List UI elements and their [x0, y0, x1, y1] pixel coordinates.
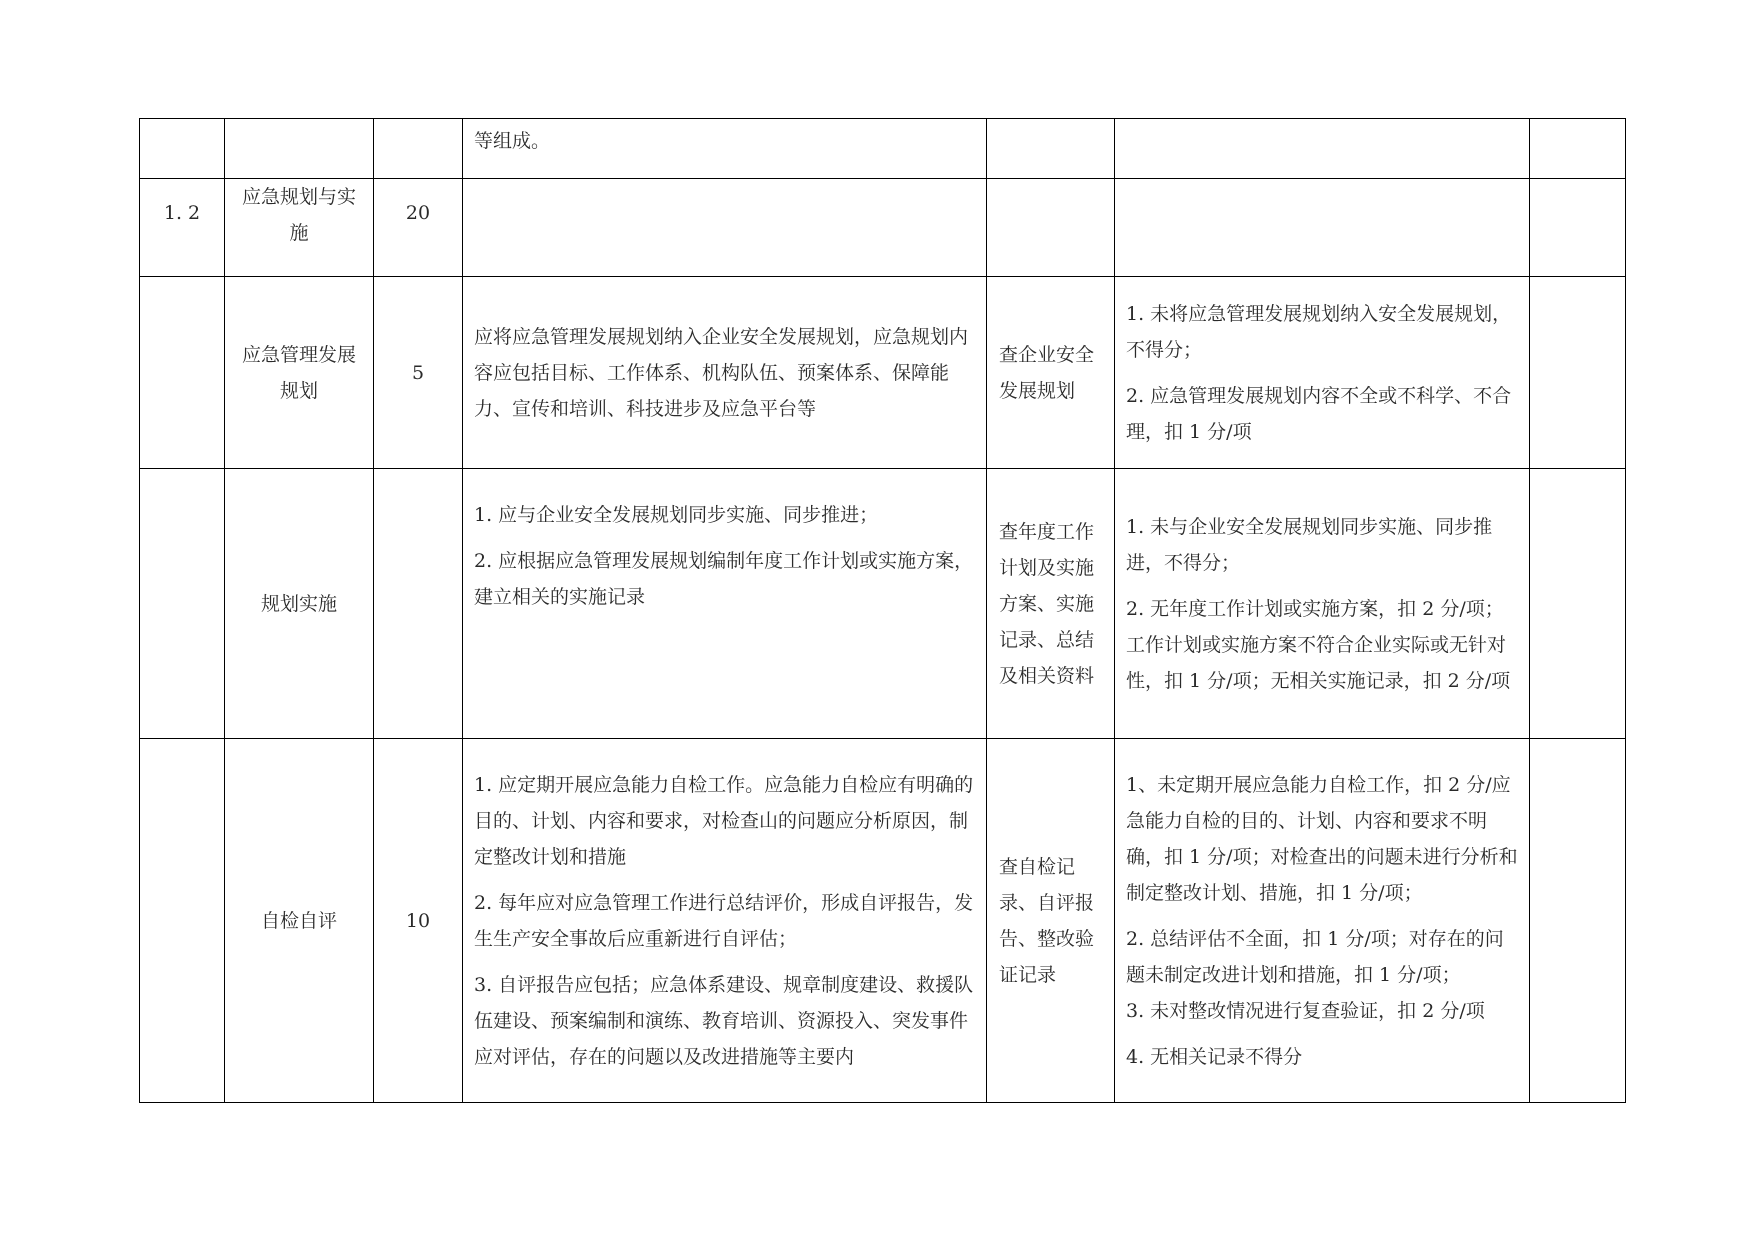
requirement-item: 2. 每年应对应急管理工作进行总结评价，形成自评报告，发生生产安全事故后应重新进行自评估； — [474, 891, 974, 950]
table-row — [140, 179, 1626, 277]
cell-requirement — [463, 739, 987, 1103]
cell-method: 查年度工作计划及实施方案、实施记录、总结及相关资料 — [987, 469, 1115, 739]
requirement-item: 1. 应与企业安全发展规划同步实施、同步推进； — [474, 504, 879, 526]
cell-item — [225, 179, 374, 277]
section-title: 应急规划与实施 — [241, 186, 356, 244]
cell-criteria — [1115, 469, 1530, 739]
requirement-item: 2. 应根据应急管理发展规划编制年度工作计划或实施方案，建立相关的实施记录 — [474, 550, 974, 608]
cell-score: 5 — [374, 277, 463, 469]
criteria-item: 1. 未将应急管理发展规划纳入安全发展规划，不得分； — [1126, 302, 1512, 361]
cell-remark — [1530, 739, 1626, 1103]
cell-criteria — [1115, 179, 1530, 277]
section-score: 20 — [405, 202, 431, 224]
table-row — [140, 277, 1626, 469]
table-row — [140, 119, 1626, 179]
evaluation-table — [139, 118, 1626, 1103]
criteria-item: 2. 无年度工作计划或实施方案，扣 2 分/项；工作计划或实施方案不符合企业实际或无针对性，扣 1 分/项；无相关实施记录，扣 2 分/项 — [1126, 597, 1511, 692]
cell-remark — [1530, 119, 1626, 179]
cell-no — [140, 277, 225, 469]
cell-requirement — [463, 179, 987, 277]
cell-requirement — [463, 469, 987, 739]
criteria-item: 3. 未对整改情况进行复查验证，扣 2 分/项 — [1126, 999, 1485, 1022]
cell-no — [140, 739, 225, 1103]
requirement-text: 等组成。 — [474, 130, 551, 152]
criteria-item: 1、未定期开展应急能力自检工作，扣 2 分/应急能力自检的目的、计划、内容和要求不明确，扣 1 分/项；对检查出的问题未进行分析和制定整改计划、措施，扣 1 分/项； — [1126, 773, 1518, 904]
cell-score — [374, 119, 463, 179]
cell-requirement — [463, 277, 987, 469]
table-row — [140, 469, 1626, 739]
cell-score: 10 — [374, 739, 463, 1103]
cell-item — [225, 119, 374, 179]
requirement-item: 3. 自评报告应包括；应急体系建设、规章制度建设、救援队伍建设、预案编制和演练、教育培训、资源投入、突发事件应对评估，存在的问题以及改进措施等主要内 — [474, 973, 974, 1068]
cell-item: 规划实施 — [225, 469, 374, 739]
cell-item: 自检自评 — [225, 739, 374, 1103]
cell-method — [987, 119, 1115, 179]
section-number: 1. 2 — [163, 202, 201, 224]
cell-criteria — [1115, 277, 1530, 469]
cell-score — [374, 179, 463, 277]
cell-no — [140, 179, 225, 277]
cell-method: 查自检记录、自评报告、整改验证记录 — [987, 739, 1115, 1103]
cell-criteria — [1115, 119, 1530, 179]
criteria-item: 2. 总结评估不全面，扣 1 分/项；对存在的问题未制定改进计划和措施，扣 1 分/项； — [1126, 927, 1504, 986]
requirement-text: 应将应急管理发展规划纳入企业安全发展规划，应急规划内容应包括目标、工作体系、机构队伍、预案体系、保障能力、宣传和培训、科技进步及应急平台等 — [474, 325, 969, 420]
cell-requirement — [463, 119, 987, 179]
criteria-item: 4. 无相关记录不得分 — [1126, 1045, 1303, 1068]
criteria-item: 1. 未与企业安全发展规划同步实施、同步推进，不得分； — [1126, 515, 1493, 574]
cell-no — [140, 469, 225, 739]
cell-criteria — [1115, 739, 1530, 1103]
cell-remark — [1530, 179, 1626, 277]
cell-remark — [1530, 469, 1626, 739]
cell-method — [987, 179, 1115, 277]
cell-method: 查企业安全发展规划 — [987, 277, 1115, 469]
cell-remark — [1530, 277, 1626, 469]
cell-score — [374, 469, 463, 739]
criteria-item: 2. 应急管理发展规划内容不全或不科学、不合理，扣 1 分/项 — [1126, 384, 1512, 443]
table-row — [140, 739, 1626, 1103]
requirement-item: 1. 应定期开展应急能力自检工作。应急能力自检应有明确的目的、计划、内容和要求，对检查山的问题应分析原因，制定整改计划和措施 — [474, 773, 974, 868]
cell-no — [140, 119, 225, 179]
cell-item: 应急管理发展规划 — [225, 277, 374, 469]
